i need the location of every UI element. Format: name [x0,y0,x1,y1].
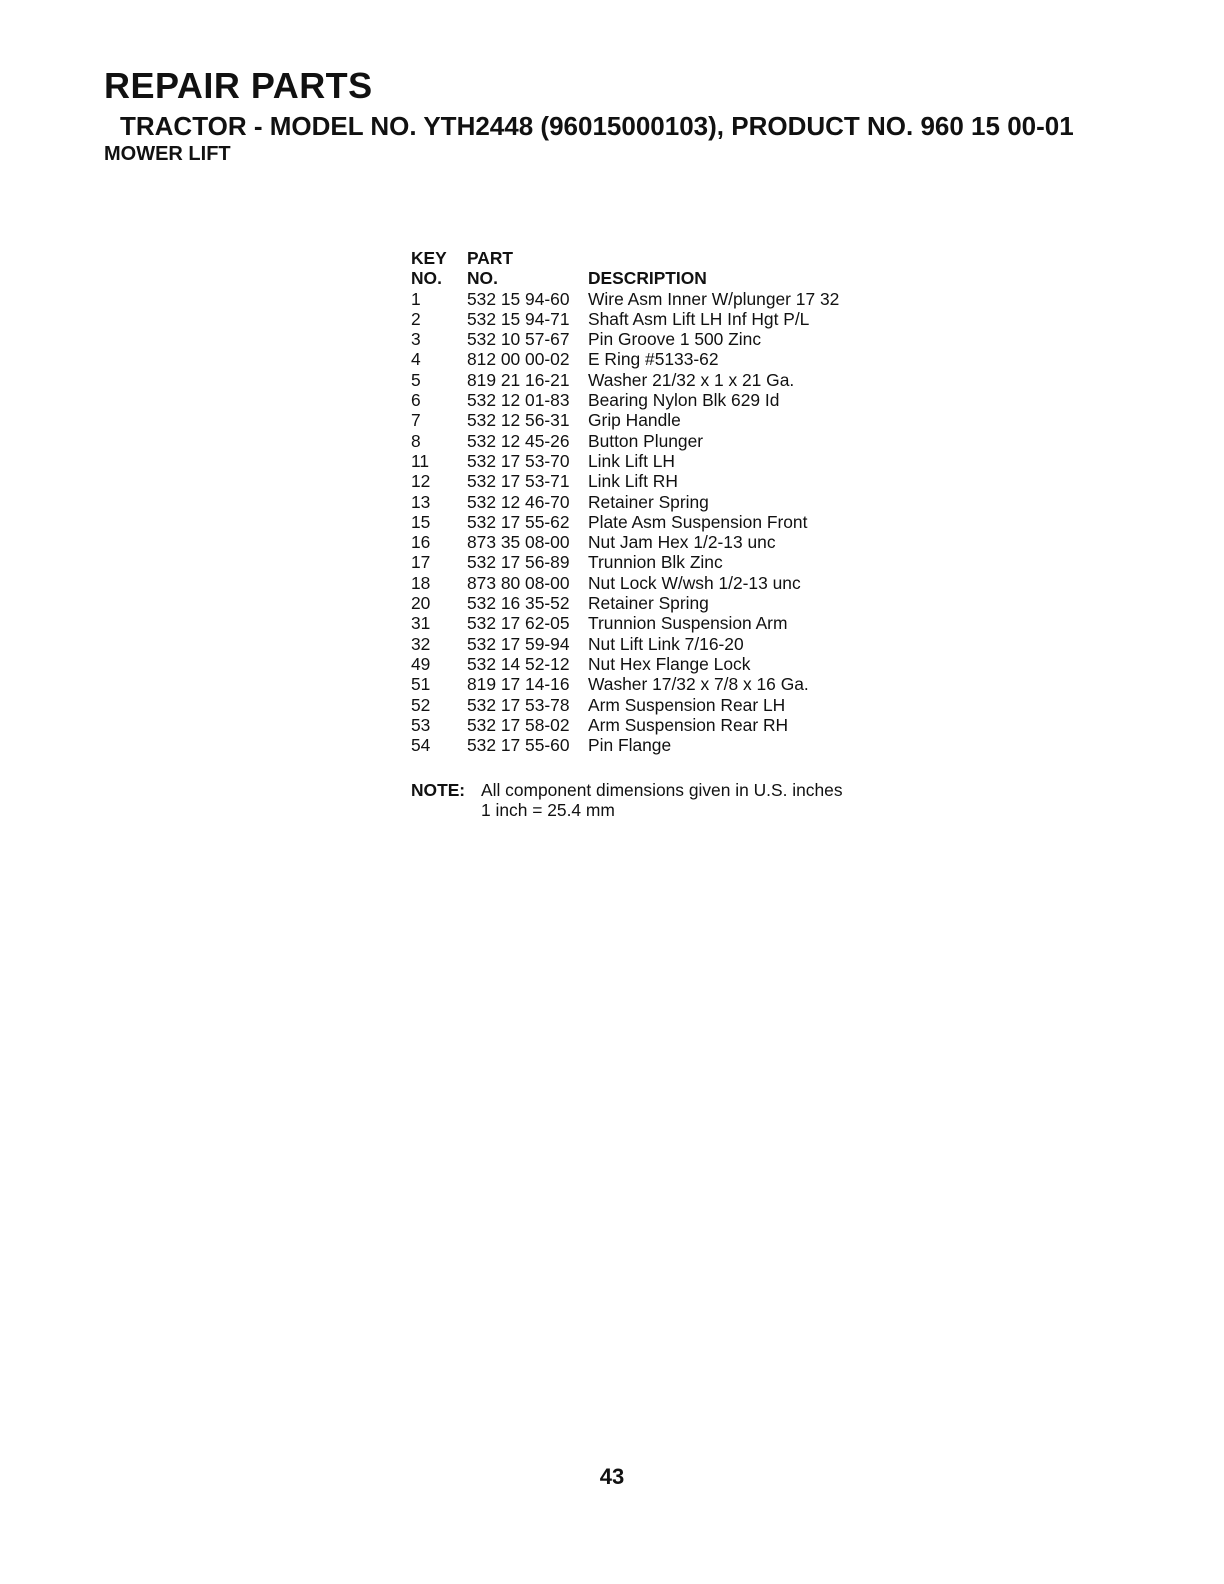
table-row [411,695,839,715]
key-no-cell: 15 [411,511,431,532]
table-header-row-1 [411,248,839,268]
key-no-cell: 13 [411,491,431,512]
part-no-cell: 532 17 53-71 [467,471,570,492]
description-cell: Trunnion Blk Zinc [588,552,723,573]
table-row [411,431,839,451]
part-no-cell: 532 14 52-12 [467,653,570,674]
page-title: REPAIR PARTS [104,65,373,106]
table-row [411,471,839,491]
table-header-row-2 [411,268,839,288]
table-row [411,512,839,532]
description-cell: Button Plunger [588,430,704,451]
description-cell: Grip Handle [588,410,681,431]
part-no-cell: 532 17 62-05 [467,613,570,634]
description-cell: Washer 21/32 x 1 x 21 Ga. [588,369,795,390]
key-no-cell: 5 [411,369,421,390]
part-no-cell: 532 15 94-60 [467,288,570,309]
description-cell: Retainer Spring [588,593,709,614]
description-cell: Link Lift LH [588,450,675,471]
key-no-cell: 31 [411,613,431,634]
note-label: NOTE: [411,780,466,800]
table-row [411,309,839,329]
part-no-cell: 819 21 16-21 [467,369,570,390]
description-cell: Arm Suspension Rear LH [588,694,786,715]
table-row [411,492,839,512]
key-no-cell: 4 [411,349,421,370]
note-line-2: 1 inch = 25.4 mm [481,800,615,820]
table-row [411,289,839,309]
key-no-cell: 49 [411,653,431,674]
table-row [411,532,839,552]
part-no-cell: 532 10 57-67 [467,329,570,350]
table-row [411,715,839,735]
table-row [411,674,839,694]
description-cell: Nut Jam Hex 1/2-13 unc [588,532,776,553]
key-no-cell: 8 [411,430,421,451]
header-key: KEY [411,248,447,268]
description-cell: Nut Lock W/wsh 1/2-13 unc [588,572,801,593]
description-cell: Pin Groove 1 500 Zinc [588,329,762,350]
header-description: DESCRIPTION [588,268,707,289]
part-no-cell: 532 12 56-31 [467,410,570,431]
description-cell: Retainer Spring [588,491,709,512]
description-cell: Arm Suspension Rear RH [588,714,789,735]
key-no-cell: 16 [411,532,431,553]
header-key-no: NO. [411,268,442,289]
description-cell: Link Lift RH [588,471,678,492]
section-title: MOWER LIFT [104,143,231,165]
key-no-cell: 18 [411,572,431,593]
key-no-cell: 1 [411,288,421,309]
table-row [411,390,839,410]
table-row [411,654,839,674]
table-row [411,370,839,390]
part-no-cell: 532 17 53-78 [467,694,570,715]
description-cell: Bearing Nylon Blk 629 Id [588,390,780,411]
key-no-cell: 52 [411,694,431,715]
part-no-cell: 532 17 58-02 [467,714,570,735]
key-no-cell: 17 [411,552,431,573]
description-cell: E Ring #5133-62 [588,349,719,370]
header-part-no: NO. [467,268,498,289]
part-no-cell: 812 00 00-02 [467,349,570,370]
description-cell: Shaft Asm Lift LH Inf Hgt P/L [588,308,810,329]
part-no-cell: 532 17 53-70 [467,450,570,471]
key-no-cell: 7 [411,410,421,431]
description-cell: Plate Asm Suspension Front [588,511,808,532]
part-no-cell: 532 17 55-62 [467,511,570,532]
table-row [411,613,839,633]
note-line-1: All component dimensions given in U.S. inches [481,780,843,800]
table-row [411,451,839,471]
part-no-cell: 532 17 56-89 [467,552,570,573]
table-row [411,349,839,369]
key-no-cell: 3 [411,329,421,350]
table-row [411,552,839,572]
description-cell: Trunnion Suspension Arm [588,613,788,634]
description-cell: Washer 17/32 x 7/8 x 16 Ga. [588,674,809,695]
key-no-cell: 51 [411,674,431,695]
key-no-cell: 12 [411,471,431,492]
key-no-cell: 20 [411,593,431,614]
part-no-cell: 532 16 35-52 [467,593,570,614]
description-cell: Wire Asm Inner W/plunger 17 32 [588,288,840,309]
key-no-cell: 6 [411,390,421,411]
part-no-cell: 819 17 14-16 [467,674,570,695]
table-body [411,289,839,756]
description-cell: Nut Lift Link 7/16-20 [588,633,744,654]
parts-table [411,248,839,755]
note [411,780,843,820]
table-row [411,735,839,755]
part-no-cell: 532 17 59-94 [467,633,570,654]
key-no-cell: 11 [411,450,430,471]
description-cell: Pin Flange [588,735,672,756]
part-no-cell: 532 12 46-70 [467,491,570,512]
part-no-cell: 873 80 08-00 [467,572,570,593]
table-row [411,593,839,613]
table-row [411,329,839,349]
key-no-cell: 53 [411,714,431,735]
description-cell: Nut Hex Flange Lock [588,653,751,674]
part-no-cell: 532 12 45-26 [467,430,570,451]
model-line: TRACTOR - MODEL NO. YTH2448 (96015000103), PRODUCT NO. 960 15 00-01 [120,111,1074,141]
table-row [411,634,839,654]
page-number: 43 [599,1464,625,1489]
part-no-cell: 532 17 55-60 [467,735,570,756]
part-no-cell: 532 12 01-83 [467,390,570,411]
table-row [411,573,839,593]
table-row [411,410,839,430]
key-no-cell: 54 [411,735,431,756]
key-no-cell: 2 [411,308,421,329]
part-no-cell: 532 15 94-71 [467,308,570,329]
part-no-cell: 873 35 08-00 [467,532,570,553]
header-part: PART [467,248,514,268]
key-no-cell: 32 [411,633,431,654]
